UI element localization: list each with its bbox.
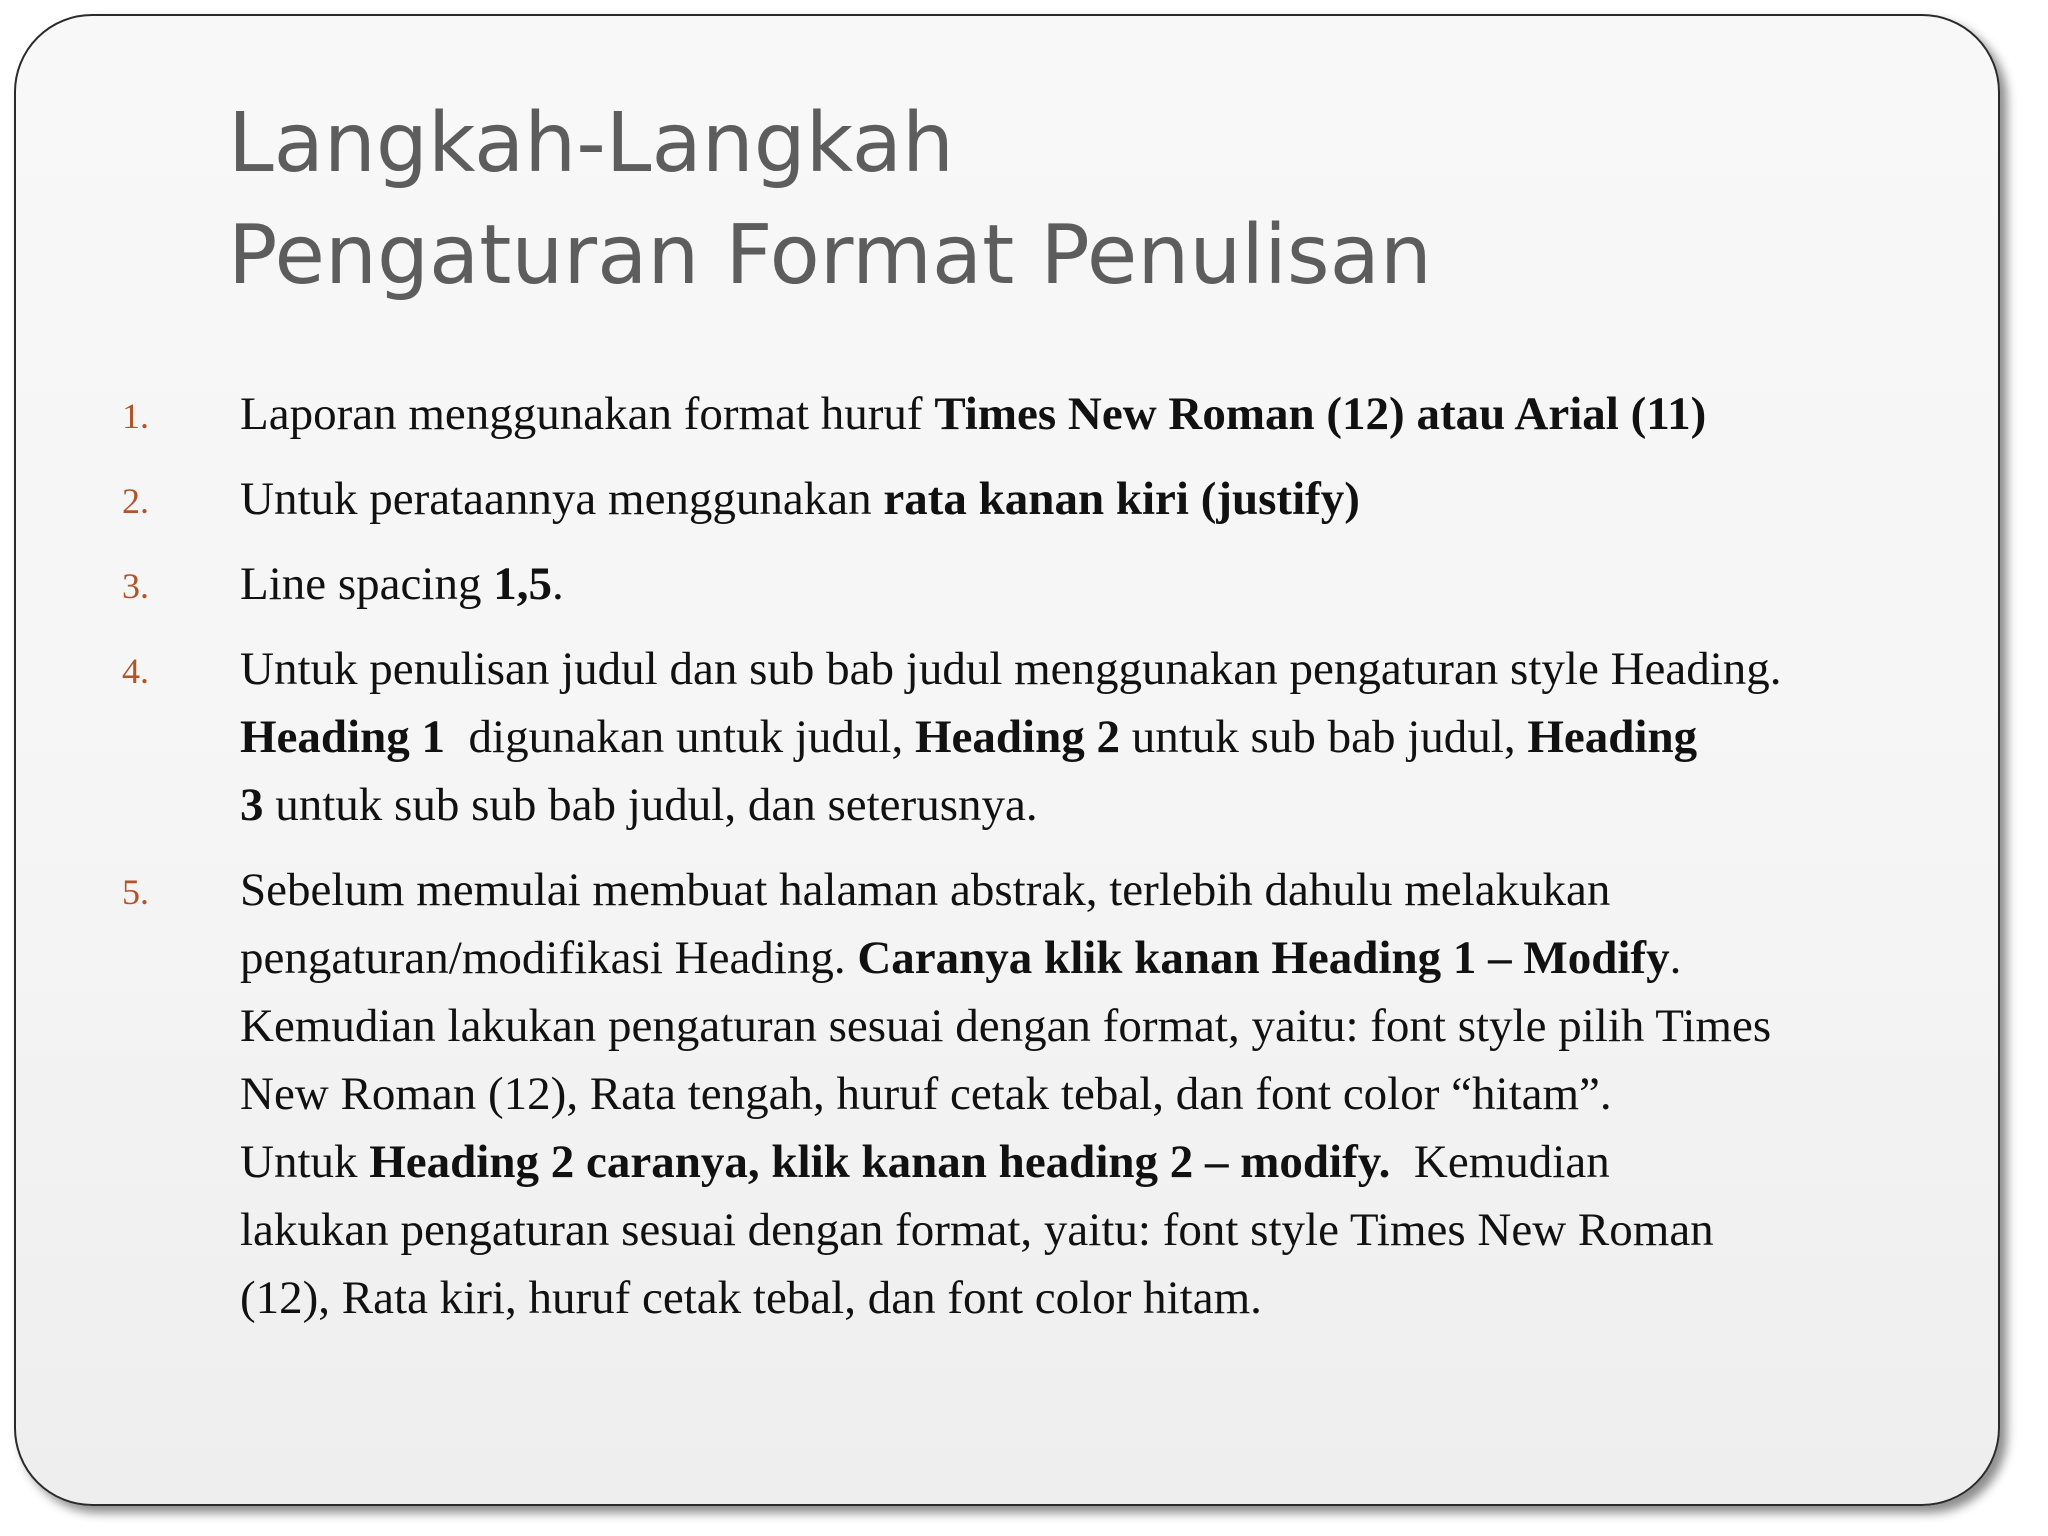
bold-text: Heading 1 bbox=[240, 711, 446, 763]
body-text: untuk sub bab judul, bbox=[1120, 711, 1528, 763]
slide-title bbox=[228, 88, 1828, 312]
list-item-line bbox=[240, 380, 1912, 448]
list-item-line bbox=[240, 924, 1912, 992]
list-number: 3. bbox=[122, 566, 149, 606]
body-text: Kemudian bbox=[1390, 1136, 1610, 1188]
body-text: New Roman (12), Rata tengah, huruf cetak tebal, dan font color “hitam”. bbox=[240, 1068, 1612, 1120]
list-item-line bbox=[240, 856, 1912, 924]
bold-text: rata kanan kiri (justify) bbox=[883, 473, 1360, 525]
title-line-2: Pengaturan Format Penulisan bbox=[228, 208, 1432, 303]
body-text: pengaturan/modifikasi Heading. bbox=[240, 932, 858, 984]
list-number: 5. bbox=[122, 872, 149, 912]
list-item-line bbox=[240, 771, 1912, 839]
list-item bbox=[122, 380, 1912, 448]
body-text: (12), Rata kiri, huruf cetak tebal, dan font color hitam. bbox=[240, 1272, 1262, 1324]
body-text: untuk sub sub bab judul, dan seterusnya. bbox=[263, 779, 1038, 831]
list-number: 4. bbox=[122, 651, 149, 691]
body-text: Untuk bbox=[240, 1136, 370, 1188]
body-text: . bbox=[1669, 932, 1682, 984]
list-item-line bbox=[240, 1196, 1912, 1264]
list-item-line bbox=[240, 1264, 1912, 1332]
list-item bbox=[122, 550, 1912, 618]
bold-text: Heading 2 caranya, klik kanan heading 2 – modify. bbox=[369, 1136, 1391, 1188]
bold-text: Caranya klik kanan Heading 1 – Modify bbox=[857, 932, 1670, 984]
bold-text: Heading bbox=[1527, 711, 1698, 763]
list-item-line bbox=[240, 1128, 1912, 1196]
list-item bbox=[122, 465, 1912, 533]
bold-text: 3 bbox=[240, 779, 264, 831]
steps-list bbox=[122, 380, 1912, 1349]
body-text: . bbox=[551, 558, 564, 610]
body-text: lakukan pengaturan sesuai dengan format, yaitu: font style Times New Roman bbox=[240, 1204, 1714, 1256]
list-item-line bbox=[240, 465, 1912, 533]
list-item-line bbox=[240, 703, 1912, 771]
body-text: Line spacing bbox=[240, 558, 494, 610]
list-item bbox=[122, 635, 1912, 839]
bold-text: Heading 2 bbox=[914, 711, 1120, 763]
body-text: digunakan untuk judul, bbox=[445, 711, 915, 763]
body-text: Laporan menggunakan format huruf bbox=[240, 388, 935, 440]
list-item-line bbox=[240, 550, 1912, 618]
title-line-1: Langkah-Langkah bbox=[228, 96, 955, 191]
body-text: Kemudian lakukan pengaturan sesuai dengan format, yaitu: font style pilih Times bbox=[240, 1000, 1772, 1052]
list-number: 1. bbox=[122, 396, 149, 436]
bold-text: 1,5 bbox=[493, 558, 552, 610]
body-text: Untuk perataannya menggunakan bbox=[240, 473, 884, 525]
list-item-line bbox=[240, 992, 1912, 1060]
bold-text: Times New Roman (12) atau Arial (11) bbox=[934, 388, 1707, 440]
list-item-line bbox=[240, 635, 1912, 703]
list-item-line bbox=[240, 1060, 1912, 1128]
body-text: Sebelum memulai membuat halaman abstrak, terlebih dahulu melakukan bbox=[240, 864, 1611, 916]
body-text: Untuk penulisan judul dan sub bab judul menggunakan pengaturan style Heading. bbox=[240, 643, 1782, 695]
list-number: 2. bbox=[122, 481, 149, 521]
list-item bbox=[122, 856, 1912, 1332]
